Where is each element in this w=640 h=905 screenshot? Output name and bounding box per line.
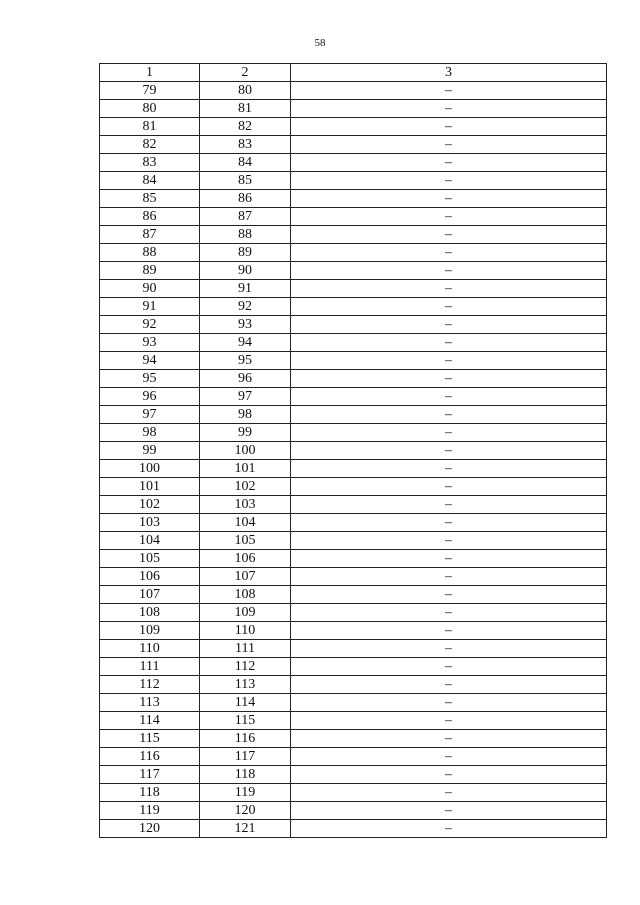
table-cell-col-3: –: [291, 406, 607, 424]
table-row: [100, 640, 607, 658]
table-cell-col-1: 111: [100, 658, 200, 676]
table-row: [100, 100, 607, 118]
table-row: [100, 442, 607, 460]
table-cell-col-2: 102: [200, 478, 291, 496]
table-cell-col-1: 84: [100, 172, 200, 190]
table-cell-col-1: 105: [100, 550, 200, 568]
table-cell-col-2: 86: [200, 190, 291, 208]
table-row: [100, 586, 607, 604]
table-cell-col-1: 95: [100, 370, 200, 388]
table-cell-col-3: –: [291, 658, 607, 676]
table-row: [100, 190, 607, 208]
table-cell-col-1: 98: [100, 424, 200, 442]
table-cell-col-1: 97: [100, 406, 200, 424]
table-cell-col-3: –: [291, 136, 607, 154]
table-cell-col-3: –: [291, 478, 607, 496]
table-cell-col-2: 99: [200, 424, 291, 442]
table-cell-col-2: 92: [200, 298, 291, 316]
table-row: [100, 244, 607, 262]
table-cell-col-3: –: [291, 334, 607, 352]
table-row: [100, 766, 607, 784]
table-cell-col-1: 103: [100, 514, 200, 532]
table-row: [100, 676, 607, 694]
table-cell-col-3: –: [291, 550, 607, 568]
table-cell-col-2: 94: [200, 334, 291, 352]
table-cell-col-2: 82: [200, 118, 291, 136]
table-cell-col-2: 115: [200, 712, 291, 730]
table-cell-col-2: 108: [200, 586, 291, 604]
table-cell-col-2: 106: [200, 550, 291, 568]
table-cell-col-2: 101: [200, 460, 291, 478]
table-cell-col-3: –: [291, 586, 607, 604]
table-cell-col-2: 89: [200, 244, 291, 262]
table-cell-col-2: 105: [200, 532, 291, 550]
table-row: [100, 172, 607, 190]
table-cell-col-2: 96: [200, 370, 291, 388]
table-cell-col-1: 106: [100, 568, 200, 586]
table-cell-col-1: 99: [100, 442, 200, 460]
table-cell-col-1: 91: [100, 298, 200, 316]
table-cell-col-1: 83: [100, 154, 200, 172]
table-cell-col-1: 102: [100, 496, 200, 514]
table-cell-col-2: 117: [200, 748, 291, 766]
table-cell-col-1: 82: [100, 136, 200, 154]
table-cell-col-2: 118: [200, 766, 291, 784]
table-cell-col-1: 80: [100, 100, 200, 118]
table-cell-col-3: –: [291, 568, 607, 586]
table-cell-col-2: 80: [200, 82, 291, 100]
table-row: [100, 820, 607, 838]
table-cell-col-2: 107: [200, 568, 291, 586]
table-row: [100, 478, 607, 496]
table-cell-col-3: –: [291, 460, 607, 478]
table-row: [100, 406, 607, 424]
table-cell-col-2: 121: [200, 820, 291, 838]
table-row: [100, 136, 607, 154]
table-cell-col-2: 110: [200, 622, 291, 640]
table-row: [100, 334, 607, 352]
table-cell-col-3: –: [291, 766, 607, 784]
table-cell-col-3: –: [291, 172, 607, 190]
table-cell-col-1: 90: [100, 280, 200, 298]
table-cell-col-2: 88: [200, 226, 291, 244]
table-row: [100, 784, 607, 802]
table-cell-col-2: 91: [200, 280, 291, 298]
column-header-2: 2: [200, 64, 291, 82]
table-cell-col-1: 87: [100, 226, 200, 244]
table-cell-col-3: –: [291, 370, 607, 388]
table-cell-col-2: 116: [200, 730, 291, 748]
table-cell-col-2: 98: [200, 406, 291, 424]
table-cell-col-2: 83: [200, 136, 291, 154]
table-row: [100, 280, 607, 298]
table-cell-col-3: –: [291, 226, 607, 244]
table-row: [100, 730, 607, 748]
table-row: [100, 262, 607, 280]
table-cell-col-2: 119: [200, 784, 291, 802]
table-cell-col-3: –: [291, 316, 607, 334]
table-cell-col-2: 81: [200, 100, 291, 118]
table-cell-col-2: 114: [200, 694, 291, 712]
table-cell-col-3: –: [291, 352, 607, 370]
table-cell-col-2: 100: [200, 442, 291, 460]
table-cell-col-1: 81: [100, 118, 200, 136]
table-cell-col-2: 95: [200, 352, 291, 370]
table-cell-col-1: 108: [100, 604, 200, 622]
table-cell-col-3: –: [291, 298, 607, 316]
table-cell-col-1: 110: [100, 640, 200, 658]
table-cell-col-2: 93: [200, 316, 291, 334]
table-cell-col-3: –: [291, 262, 607, 280]
table-cell-col-1: 94: [100, 352, 200, 370]
table-row: [100, 514, 607, 532]
table-cell-col-1: 104: [100, 532, 200, 550]
table-cell-col-2: 104: [200, 514, 291, 532]
table-cell-col-1: 107: [100, 586, 200, 604]
table-cell-col-1: 101: [100, 478, 200, 496]
table-cell-col-2: 109: [200, 604, 291, 622]
table-cell-col-1: 114: [100, 712, 200, 730]
column-header-3: 3: [291, 64, 607, 82]
table-cell-col-3: –: [291, 208, 607, 226]
table-row: [100, 316, 607, 334]
table-row: [100, 658, 607, 676]
table-row: [100, 226, 607, 244]
table-cell-col-1: 88: [100, 244, 200, 262]
table-row: [100, 748, 607, 766]
table-cell-col-2: 120: [200, 802, 291, 820]
table-cell-col-3: –: [291, 604, 607, 622]
table-row: [100, 388, 607, 406]
table-row: [100, 370, 607, 388]
table-cell-col-3: –: [291, 388, 607, 406]
table-row: [100, 496, 607, 514]
table-row: [100, 550, 607, 568]
table-cell-col-3: –: [291, 676, 607, 694]
table-cell-col-3: –: [291, 748, 607, 766]
table-cell-col-1: 120: [100, 820, 200, 838]
table-row: [100, 622, 607, 640]
table-cell-col-2: 103: [200, 496, 291, 514]
table-cell-col-1: 92: [100, 316, 200, 334]
table-header-row: [100, 64, 607, 82]
table-cell-col-3: –: [291, 694, 607, 712]
table-body: [100, 82, 607, 838]
table-cell-col-3: –: [291, 100, 607, 118]
table-cell-col-2: 90: [200, 262, 291, 280]
table-cell-col-3: –: [291, 640, 607, 658]
table-cell-col-3: –: [291, 802, 607, 820]
data-table: [99, 63, 607, 838]
table-cell-col-3: –: [291, 442, 607, 460]
table-cell-col-3: –: [291, 532, 607, 550]
table-row: [100, 154, 607, 172]
table-cell-col-2: 111: [200, 640, 291, 658]
table-cell-col-3: –: [291, 244, 607, 262]
table-row: [100, 568, 607, 586]
table-cell-col-2: 97: [200, 388, 291, 406]
table-cell-col-3: –: [291, 712, 607, 730]
table-cell-col-2: 112: [200, 658, 291, 676]
table-cell-col-1: 86: [100, 208, 200, 226]
table-cell-col-3: –: [291, 118, 607, 136]
table-cell-col-1: 112: [100, 676, 200, 694]
table-row: [100, 604, 607, 622]
table-cell-col-1: 85: [100, 190, 200, 208]
table-row: [100, 424, 607, 442]
table-row: [100, 352, 607, 370]
table-row: [100, 298, 607, 316]
table-cell-col-1: 116: [100, 748, 200, 766]
table-cell-col-3: –: [291, 820, 607, 838]
table-row: [100, 460, 607, 478]
table-cell-col-1: 93: [100, 334, 200, 352]
table-cell-col-3: –: [291, 190, 607, 208]
table-cell-col-3: –: [291, 280, 607, 298]
table-row: [100, 118, 607, 136]
table-row: [100, 802, 607, 820]
table-row: [100, 532, 607, 550]
table-cell-col-3: –: [291, 622, 607, 640]
table-cell-col-3: –: [291, 82, 607, 100]
table-cell-col-1: 89: [100, 262, 200, 280]
table-cell-col-1: 96: [100, 388, 200, 406]
column-header-1: 1: [100, 64, 200, 82]
table-cell-col-1: 119: [100, 802, 200, 820]
table-cell-col-1: 117: [100, 766, 200, 784]
table-row: [100, 694, 607, 712]
table-cell-col-3: –: [291, 730, 607, 748]
table-cell-col-2: 113: [200, 676, 291, 694]
table-cell-col-3: –: [291, 784, 607, 802]
table-cell-col-2: 85: [200, 172, 291, 190]
table-cell-col-1: 115: [100, 730, 200, 748]
page-number: 58: [314, 37, 326, 49]
table-cell-col-1: 113: [100, 694, 200, 712]
table-cell-col-1: 109: [100, 622, 200, 640]
table-row: [100, 208, 607, 226]
table-cell-col-2: 87: [200, 208, 291, 226]
table-cell-col-3: –: [291, 154, 607, 172]
table-row: [100, 712, 607, 730]
table-row: [100, 82, 607, 100]
table-cell-col-1: 100: [100, 460, 200, 478]
table-cell-col-3: –: [291, 514, 607, 532]
table-cell-col-3: –: [291, 424, 607, 442]
table-cell-col-2: 84: [200, 154, 291, 172]
table-cell-col-1: 79: [100, 82, 200, 100]
table-cell-col-1: 118: [100, 784, 200, 802]
table-cell-col-3: –: [291, 496, 607, 514]
